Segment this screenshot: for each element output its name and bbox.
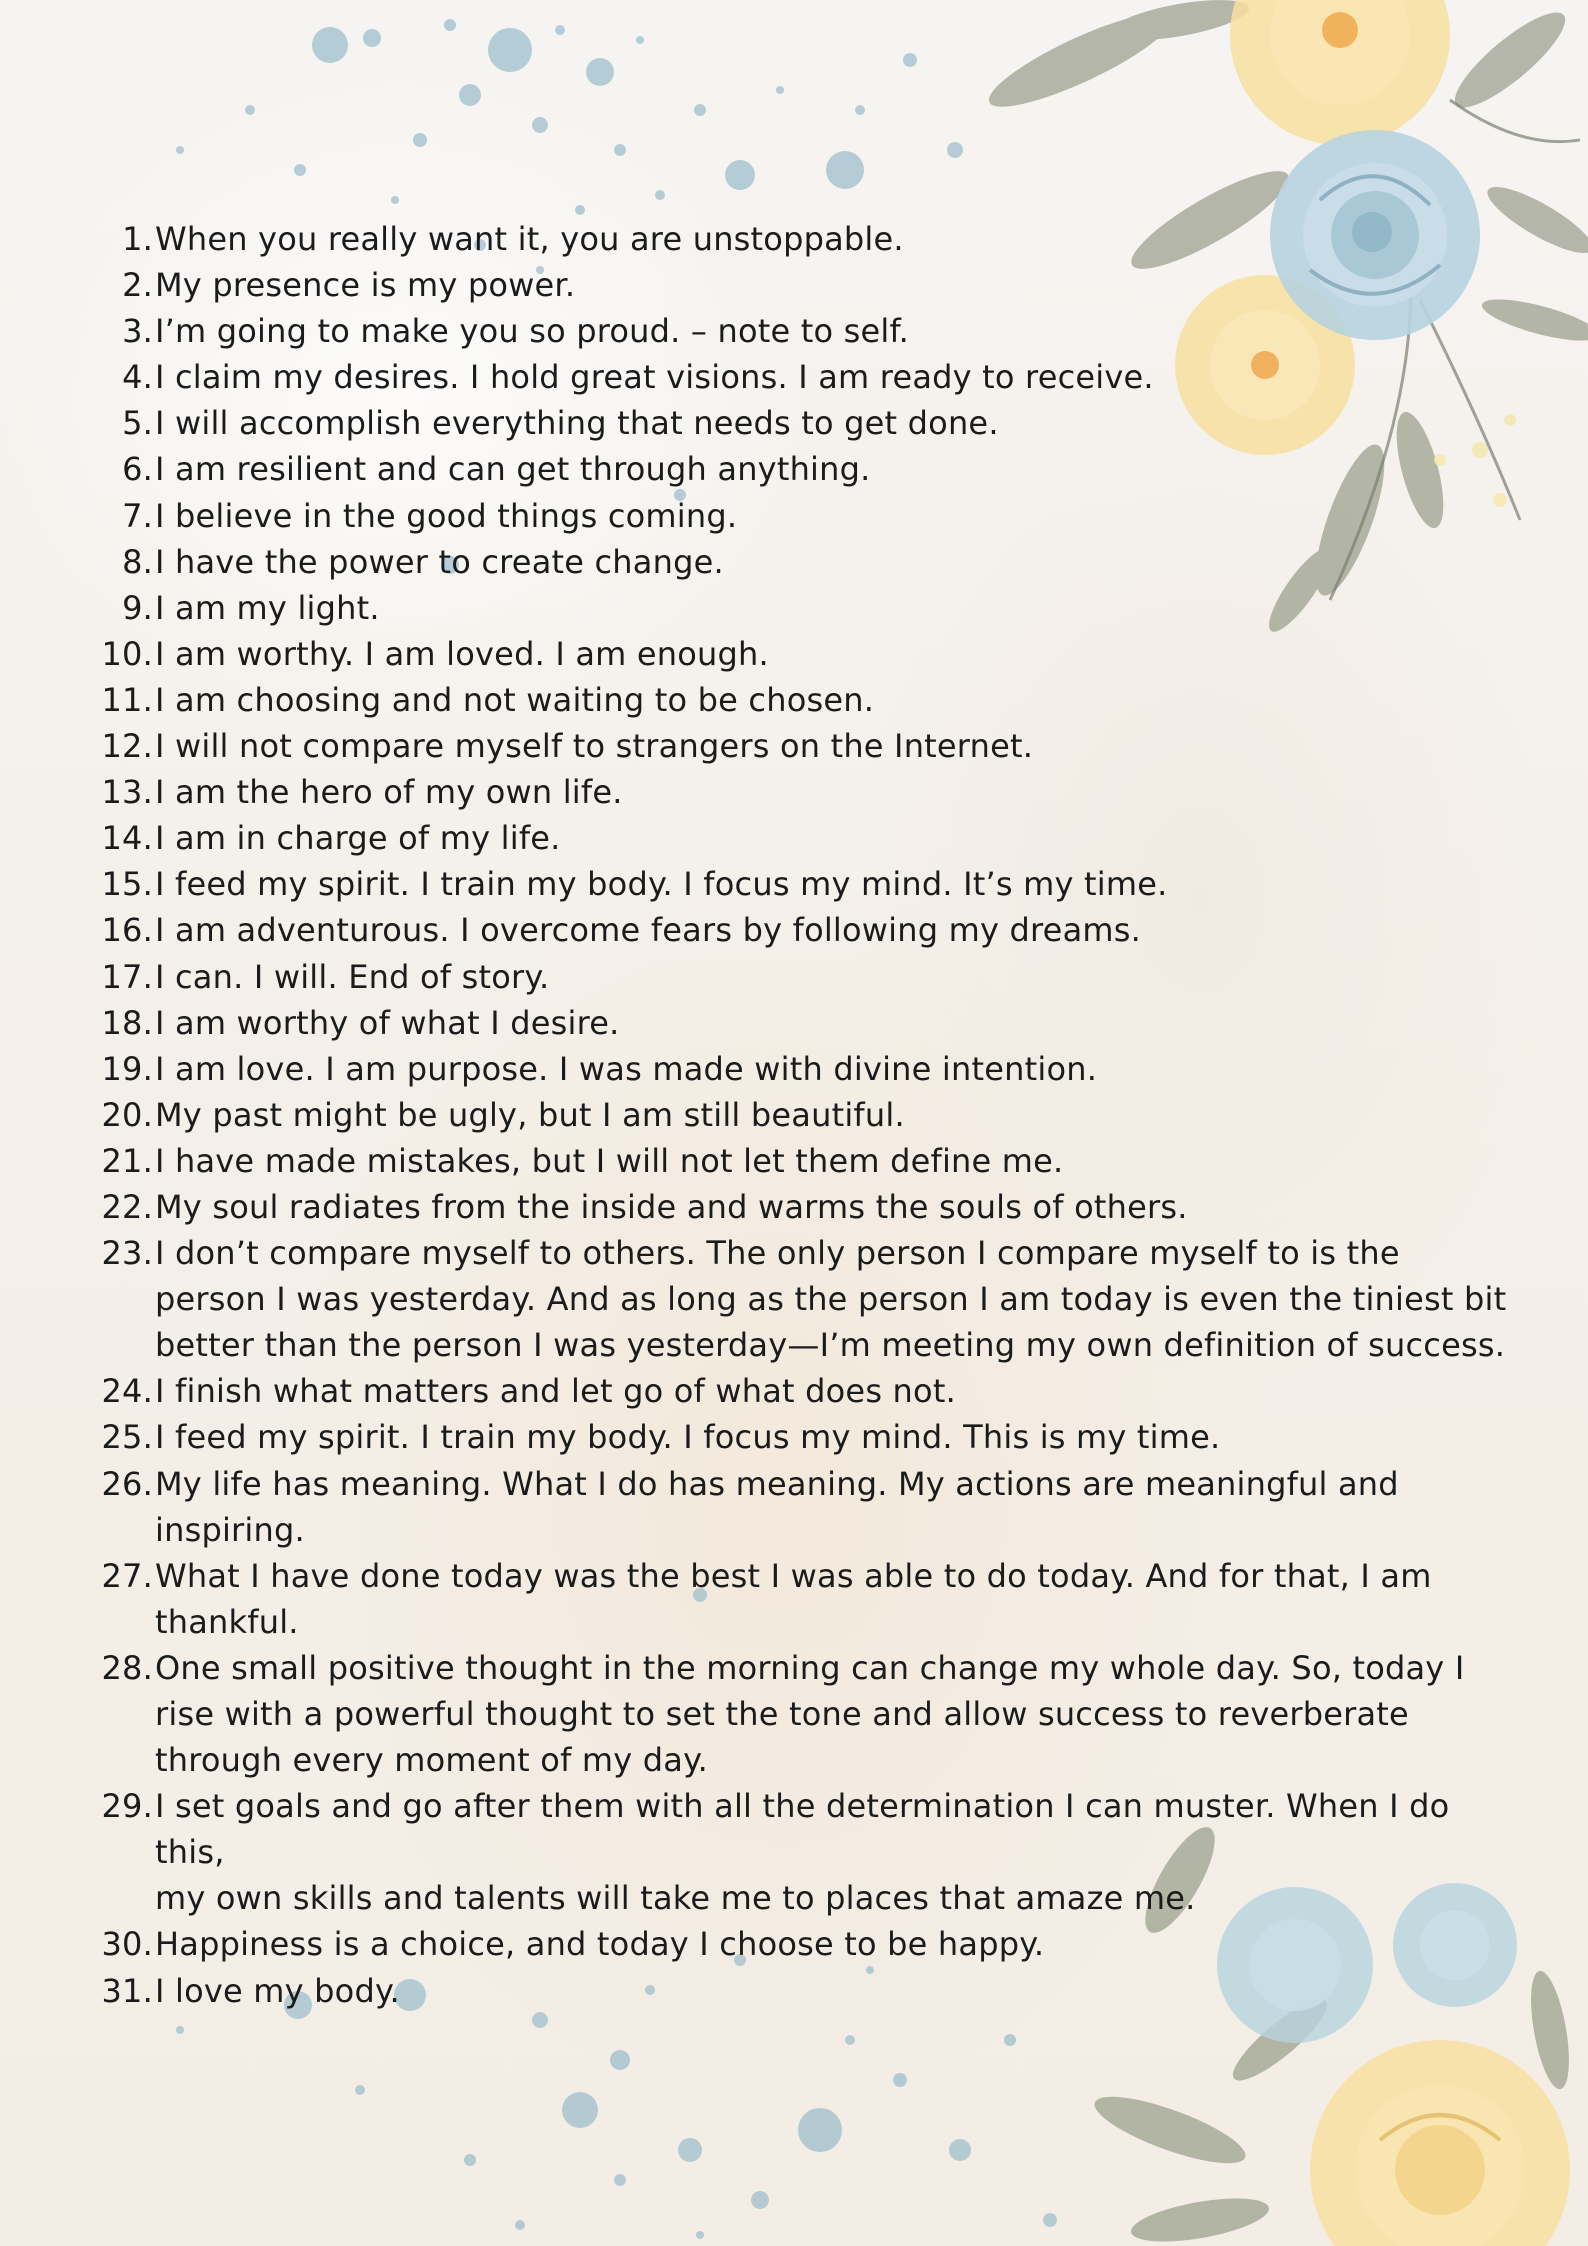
affirmation-number: 1. [122, 220, 153, 258]
affirmation-number: 24. [101, 1372, 153, 1411]
affirmation-text: When you really want it, you are unstoppable. [155, 220, 904, 258]
affirmation-number: 4. [122, 358, 153, 397]
affirmation-text: I am resilient and can get through anything. [155, 450, 871, 489]
affirmation-number: 8. [122, 542, 153, 581]
affirmation-number: 3. [122, 312, 153, 351]
affirmation-text: My life has meaning. What I do has meaning. My actions are meaningful and inspiring. [155, 1464, 1399, 1549]
affirmation-text: I feed my spirit. I train my body. I focus my mind. This is my time. [155, 1418, 1221, 1457]
affirmation-text: I don’t compare myself to others. The only person I compare myself to is the person I was yesterday. And as long as the person I am today is even the tiniest bit better than the person I was yesterday—I’m meeting my own definition of success. [155, 1234, 1507, 1365]
affirmation-text: One small positive thought in the morning can change my whole day. So, today I rise with a powerful thought to set the tone and allow success to reverberate through every moment of my day. [155, 1648, 1465, 1780]
affirmation-item [95, 1414, 1515, 1460]
affirmation-item [95, 1184, 1515, 1230]
affirmation-item [95, 585, 1515, 631]
affirmation-text: I am my light. [155, 588, 380, 627]
affirmation-item [95, 1000, 1515, 1046]
affirmation-item [95, 1921, 1515, 1967]
affirmation-text: I set goals and go after them with all the determination I can muster. When I do this, my own skills and talents will take me to places that amaze me. [155, 1787, 1450, 1918]
affirmation-number: 14. [101, 819, 153, 858]
affirmation-number: 6. [122, 450, 153, 489]
affirmation-text: My presence is my power. [155, 266, 576, 305]
affirmation-item [95, 1553, 1515, 1645]
affirmation-text: I am adventurous. I overcome fears by following my dreams. [155, 911, 1141, 950]
affirmation-number: 28. [101, 1648, 153, 1687]
affirmation-text: I am the hero of my own life. [155, 773, 623, 812]
affirmation-item [95, 631, 1515, 677]
affirmation-text: I can. I will. End of story. [155, 957, 550, 996]
affirmation-list [95, 216, 1515, 2014]
affirmation-item [95, 446, 1515, 492]
affirmation-number: 20. [101, 1095, 153, 1134]
affirmation-item [95, 907, 1515, 953]
affirmation-text: I feed my spirit. I train my body. I focus my mind. It’s my time. [155, 865, 1168, 904]
affirmation-number: 9. [122, 588, 153, 627]
affirmation-text: Happiness is a choice, and today I choose to be happy. [155, 1925, 1045, 1964]
affirmation-text: What I have done today was the best I was able to do today. And for that, I am thankful. [155, 1556, 1432, 1641]
affirmation-text: I’m going to make you so proud. – note to self. [155, 312, 909, 351]
affirmation-item [95, 1092, 1515, 1138]
affirmation-item [95, 1138, 1515, 1184]
affirmation-number: 21. [101, 1141, 153, 1180]
affirmation-item [95, 216, 1515, 262]
affirmation-text: I believe in the good things coming. [155, 496, 738, 535]
affirmation-number: 17. [101, 957, 153, 996]
affirmation-text: I have made mistakes, but I will not let them define me. [155, 1141, 1064, 1180]
affirmation-item [95, 1230, 1515, 1368]
affirmation-number: 29. [101, 1787, 153, 1826]
affirmation-number: 15. [101, 865, 153, 904]
affirmation-number: 2. [122, 266, 153, 305]
affirmation-item [95, 539, 1515, 585]
affirmation-number: 31. [101, 1971, 153, 2010]
affirmation-text: I am love. I am purpose. I was made with divine intention. [155, 1049, 1098, 1088]
affirmation-number: 10. [101, 634, 153, 673]
affirmation-text: I am choosing and not waiting to be chosen. [155, 680, 875, 719]
affirmation-number: 30. [101, 1925, 153, 1964]
affirmation-text: I love my body. [155, 1971, 400, 2010]
affirmation-number: 13. [101, 773, 153, 812]
affirmation-item [95, 400, 1515, 446]
affirmation-item [95, 493, 1515, 539]
affirmation-number: 5. [122, 404, 153, 443]
affirmation-text: I claim my desires. I hold great visions. I am ready to receive. [155, 358, 1154, 397]
affirmation-number: 25. [101, 1418, 153, 1457]
affirmation-number: 11. [101, 680, 153, 719]
affirmation-item [95, 354, 1515, 400]
affirmation-number: 27. [101, 1556, 153, 1595]
affirmation-item [95, 1046, 1515, 1092]
affirmation-item [95, 1783, 1515, 1921]
affirmation-text: I have the power to create change. [155, 542, 724, 581]
affirmation-text: I will accomplish everything that needs to get done. [155, 404, 999, 443]
affirmation-number: 26. [101, 1464, 153, 1503]
affirmation-text: I finish what matters and let go of what does not. [155, 1372, 956, 1411]
affirmation-item [95, 954, 1515, 1000]
affirmation-item [95, 308, 1515, 354]
affirmation-number: 19. [101, 1049, 153, 1088]
affirmation-number: 16. [101, 911, 153, 950]
affirmation-text: I am worthy of what I desire. [155, 1003, 620, 1042]
affirmation-item [95, 861, 1515, 907]
affirmation-number: 12. [101, 727, 153, 766]
affirmation-number: 22. [101, 1187, 153, 1226]
affirmation-number: 7. [122, 496, 153, 535]
affirmation-item [95, 677, 1515, 723]
affirmation-number: 18. [101, 1003, 153, 1042]
affirmation-text: I am in charge of my life. [155, 819, 561, 858]
affirmation-item [95, 815, 1515, 861]
affirmation-item [95, 262, 1515, 308]
affirmation-item [95, 1968, 1515, 2014]
affirmation-text: My soul radiates from the inside and warms the souls of others. [155, 1187, 1188, 1226]
affirmation-text: My past might be ugly, but I am still beautiful. [155, 1095, 905, 1134]
affirmation-text: I will not compare myself to strangers on the Internet. [155, 727, 1034, 766]
affirmation-item [95, 769, 1515, 815]
affirmation-item [95, 723, 1515, 769]
affirmation-item [95, 1645, 1515, 1783]
affirmation-item [95, 1368, 1515, 1414]
affirmation-text: I am worthy. I am loved. I am enough. [155, 634, 769, 673]
affirmation-item [95, 1461, 1515, 1553]
affirmation-number: 23. [101, 1234, 153, 1273]
